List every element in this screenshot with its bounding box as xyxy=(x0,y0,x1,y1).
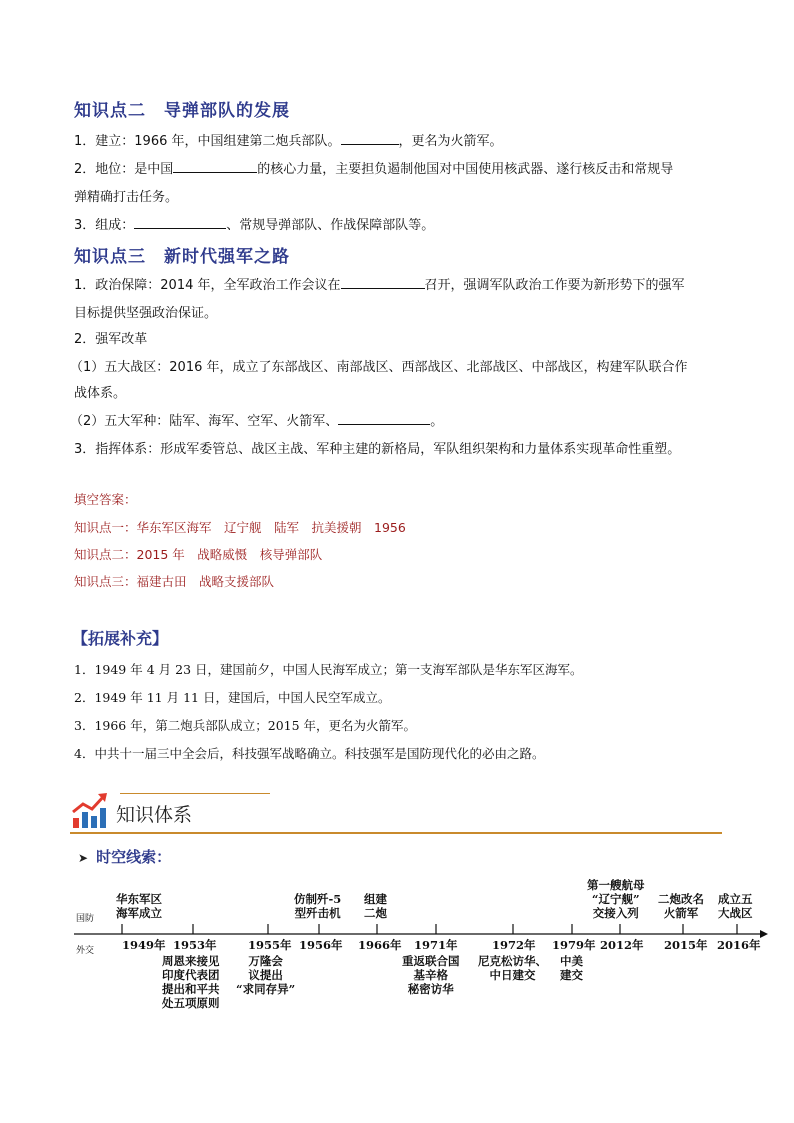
subtitle-text: 时空线索： xyxy=(96,848,172,866)
event-line: 交接入列 xyxy=(592,906,639,920)
answer-2: 知识点二：2015 年 战略威慑 核导弹部队 xyxy=(74,547,323,562)
row-label-defense: 国防 xyxy=(76,914,95,924)
answer-3: 知识点三：福建古田 战略支援部队 xyxy=(74,574,275,589)
year-label: 1953年 xyxy=(173,938,217,952)
event-line: 仿制歼-5 xyxy=(294,892,342,906)
text: 召开，强调军队政治工作要为新形势下的强军 xyxy=(424,278,685,293)
event-bottom xyxy=(560,954,583,982)
event-top xyxy=(364,892,387,920)
year-label: 1966年 xyxy=(358,938,402,952)
header-top-rule xyxy=(120,793,270,794)
text: 的核心力量，主要担负遏制他国对中国使用核武器、遂行核反击和常规导 xyxy=(257,162,674,177)
fill-blank[interactable] xyxy=(173,158,257,173)
event-line: 组建 xyxy=(364,892,387,906)
section3-item-2-1: （1）五大战区：2016 年，成立了东部战区、南部战区、西部战区、北部战区、中部战区，构建军队联合作 xyxy=(70,360,688,375)
event-top xyxy=(658,892,704,920)
event-line: 中日建交 xyxy=(489,968,536,982)
fill-blank[interactable] xyxy=(341,130,399,145)
event-line: “求同存异” xyxy=(236,982,296,996)
header-bottom-rule xyxy=(70,832,722,834)
event-line: 处五项原则 xyxy=(162,996,220,1010)
section3-item-1-cont: 目标提供坚强政治保证。 xyxy=(74,306,218,321)
event-bottom xyxy=(162,954,220,1010)
event-line: 万隆会 xyxy=(248,954,283,968)
event-top xyxy=(718,892,753,920)
event-line: 中美 xyxy=(560,954,583,968)
event-top xyxy=(587,878,645,920)
extension-item-1: 1．1949 年 4 月 23 日，建国前夕，中国人民海军成立；第一支海军部队是华东军区海军。 xyxy=(74,662,583,677)
rising-chart-icon xyxy=(70,792,110,830)
section3-item-2-1-cont: 战体系。 xyxy=(74,386,127,401)
section3-item-3: 3．指挥体系：形成军委管总、战区主战、军种主建的新格局，军队组织架构和力量体系实现革命性重塑。 xyxy=(74,442,681,457)
event-top xyxy=(294,892,341,920)
text: 2．地位：是中国 xyxy=(74,162,174,177)
event-bottom xyxy=(402,954,460,996)
chevron-right-icon: ➤ xyxy=(78,851,89,865)
section2-item-1 xyxy=(74,128,724,156)
event-line: 周恩来接见 xyxy=(162,954,220,968)
event-line: 二炮 xyxy=(364,906,387,920)
year-label: 1955年 xyxy=(248,938,292,952)
event-line: 大战区 xyxy=(718,906,753,920)
answers-title: 填空答案： xyxy=(74,492,137,507)
text: （2）五大军种：陆军、海军、空军、火箭军、 xyxy=(70,414,339,429)
text: 1．建立：1966 年，中国组建第二炮兵部队。 xyxy=(74,134,341,149)
timeline-subtitle xyxy=(78,846,171,867)
event-line: 印度代表团 xyxy=(162,968,220,982)
event-line: 华东军区 xyxy=(116,892,162,906)
event-line: 建交 xyxy=(560,968,583,982)
text: 1．政治保障：2014 年，全军政治工作会议在 xyxy=(74,278,341,293)
year-label: 2016年 xyxy=(717,938,761,952)
section3-title: 知识点三 新时代强军之路 xyxy=(74,247,290,267)
section2-item-2-cont: 弹精确打击任务。 xyxy=(74,190,179,205)
section2-item-2 xyxy=(74,156,724,184)
text: 。 xyxy=(430,414,444,429)
fill-blank[interactable] xyxy=(338,410,430,425)
section2-item-3 xyxy=(74,212,724,240)
extension-item-4: 4．中共十一届三中全会后，科技强军战略确立。科技强军是国防现代化的必由之路。 xyxy=(74,746,545,761)
year-label: 1971年 xyxy=(414,938,458,952)
event-line: 型歼击机 xyxy=(294,906,341,920)
event-line: “辽宁舰” xyxy=(591,892,640,906)
text: 、常规导弹部队、作战保障部队等。 xyxy=(226,218,435,233)
section3-item-2-2 xyxy=(70,408,720,436)
extension-title: 【拓展补充】 xyxy=(72,629,169,648)
event-line: 火箭军 xyxy=(663,906,699,920)
year-label: 1949年 xyxy=(122,938,166,952)
year-label: 1972年 xyxy=(492,938,536,952)
knowledge-system-title: 知识体系 xyxy=(116,804,193,826)
event-line: 二炮改名 xyxy=(658,892,704,906)
text: ，更名为火箭军。 xyxy=(398,134,503,149)
year-label: 1979年 xyxy=(552,938,596,952)
event-line: 秘密访华 xyxy=(407,982,454,996)
event-line: 重返联合国 xyxy=(402,954,460,968)
year-label: 1956年 xyxy=(299,938,343,952)
event-line: 成立五 xyxy=(718,892,753,906)
section2-title: 知识点二 导弹部队的发展 xyxy=(74,101,290,121)
extension-item-2: 2．1949 年 11 月 11 日，建国后，中国人民空军成立。 xyxy=(74,690,391,705)
section3-item-2: 2．强军改革 xyxy=(74,332,148,347)
fill-blank[interactable] xyxy=(341,274,425,289)
event-line: 第一艘航母 xyxy=(587,878,645,892)
section3-item-1 xyxy=(74,272,724,300)
event-line: 议提出 xyxy=(248,968,283,982)
answer-1: 知识点一：华东军区海军 辽宁舰 陆军 抗美援朝 1956 xyxy=(74,520,406,535)
event-line: 海军成立 xyxy=(116,906,162,920)
row-label-diplomacy: 外交 xyxy=(76,946,95,956)
extension-item-3: 3．1966 年，第二炮兵部队成立；2015 年，更名为火箭军。 xyxy=(74,718,417,733)
text: 3．组成： xyxy=(74,218,135,233)
event-bottom xyxy=(478,954,547,982)
knowledge-system-header xyxy=(70,790,722,834)
fill-blank[interactable] xyxy=(134,214,226,229)
event-line: 基辛格 xyxy=(413,968,448,982)
event-bottom xyxy=(236,954,295,996)
year-label: 2015年 xyxy=(664,938,708,952)
event-top xyxy=(116,892,162,920)
event-line: 提出和平共 xyxy=(162,982,220,996)
event-line: 尼克松访华、 xyxy=(478,954,547,968)
year-label: 2012年 xyxy=(600,938,644,952)
